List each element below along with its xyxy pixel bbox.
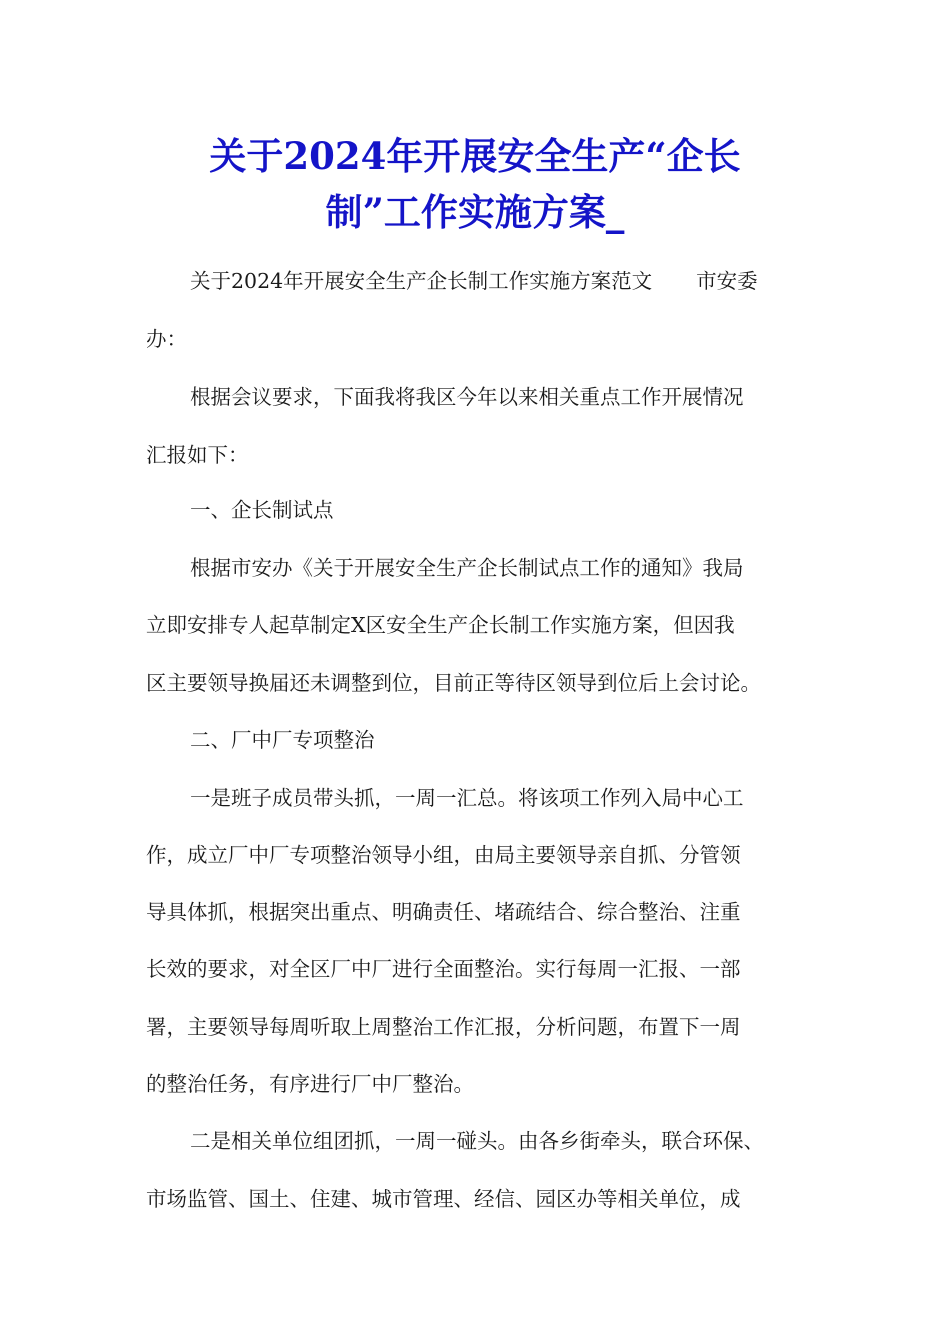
paragraph-line: 导具体抓，根据突出重点、明确责任、堵疏结合、综合整治、注重 bbox=[146, 900, 741, 924]
paragraph-line: 长效的要求，对全区厂中厂进行全面整治。实行每周一汇报、一部 bbox=[146, 957, 741, 981]
document-title-line-2: 制”工作实施方案_ bbox=[325, 190, 625, 234]
paragraph-line: 一是班子成员带头抓，一周一汇总。将该项工作列入局中心工 bbox=[190, 786, 744, 810]
intro-heading-text: 关于2024年开展安全生产企长制工作实施方案范文 bbox=[190, 269, 653, 293]
intro-line bbox=[190, 266, 758, 296]
paragraph-line: 市场监管、国土、住建、城市管理、经信、园区办等相关单位，成 bbox=[146, 1187, 741, 1211]
paragraph-line: 二是相关单位组团抓，一周一碰头。由各乡街牵头，联合环保、 bbox=[190, 1129, 764, 1153]
section-heading-2: 二、厂中厂专项整治 bbox=[190, 728, 375, 752]
paragraph-line: 根据市安办《关于开展安全生产企长制试点工作的通知》我局 bbox=[190, 556, 744, 580]
paragraph-line: 汇报如下： bbox=[146, 443, 249, 467]
paragraph-line: 办： bbox=[146, 327, 187, 351]
paragraph-line: 的整治任务，有序进行厂中厂整治。 bbox=[146, 1072, 474, 1096]
recipient-text: 市安委 bbox=[696, 269, 758, 293]
paragraph-line: 作，成立厂中厂专项整治领导小组，由局主要领导亲自抓、分管领 bbox=[146, 843, 741, 867]
section-heading-1: 一、企长制试点 bbox=[190, 498, 334, 522]
paragraph-line: 立即安排专人起草制定X区安全生产企长制工作实施方案，但因我 bbox=[146, 613, 735, 637]
paragraph-line: 署，主要领导每周听取上周整治工作汇报，分析问题，布置下一周 bbox=[146, 1015, 741, 1039]
document-title-line-1: 关于2024年开展安全生产“企长 bbox=[209, 134, 741, 178]
paragraph-line: 区主要领导换届还未调整到位，目前正等待区领导到位后上会讨论。 bbox=[146, 671, 761, 695]
paragraph-line: 根据会议要求，下面我将我区今年以来相关重点工作开展情况 bbox=[190, 385, 744, 409]
